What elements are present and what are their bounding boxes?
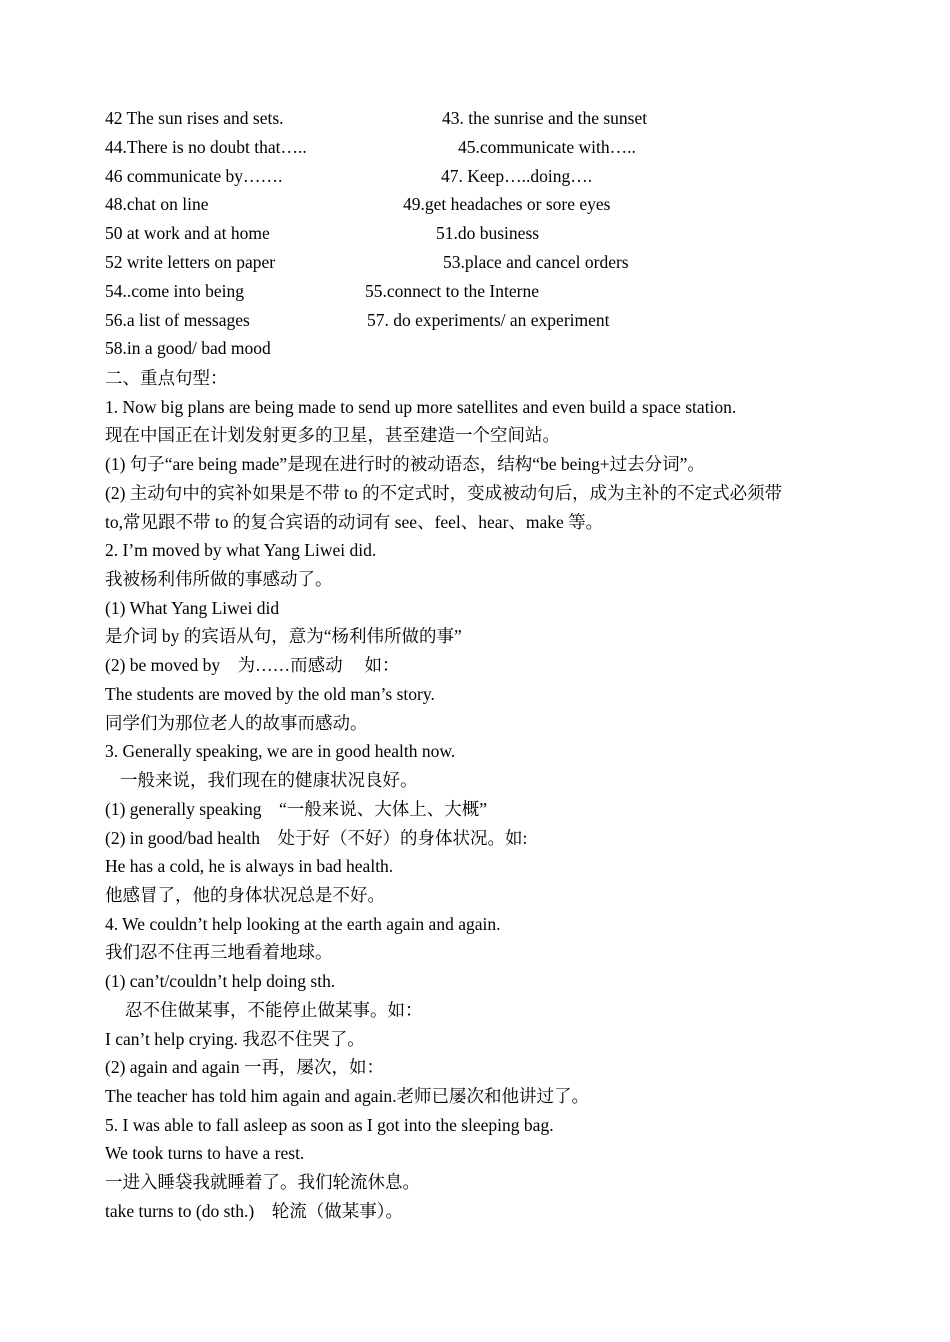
phrase-item: 56.a list of messages	[105, 309, 250, 330]
sentence-note: 忍不住做某事，不能停止做某事。如：	[125, 999, 423, 1020]
sentence-note: 是介词 by 的宾语从句，意为“杨利伟所做的事”	[105, 626, 462, 647]
sentence-section	[105, 364, 850, 1226]
phrase-row	[0, 133, 950, 162]
phrase-item: 51.do business	[436, 223, 540, 244]
example-chinese: 他感冒了，他的身体状况总是不好。	[105, 884, 385, 905]
phrase-item: 55.connect to the Interne	[365, 280, 539, 301]
sentence-chinese: 一进入睡袋我就睡着了。我们轮流休息。	[105, 1172, 420, 1193]
section-title: 二、重点句型：	[105, 368, 228, 388]
sentence-english: 3. Generally speaking, we are in good health now.	[105, 741, 456, 762]
example-sentence: The teacher has told him again and again.老师已屡次和他讲过了。	[105, 1085, 590, 1106]
sentence-note: (2) be moved by 为……而感动 如：	[105, 655, 400, 676]
phrase-item: 53.place and cancel orders	[443, 251, 629, 272]
phrase-item: 46 communicate by…….	[105, 165, 283, 186]
phrase-row	[0, 306, 950, 335]
phrase-item: 49.get headaches or sore eyes	[403, 194, 611, 215]
phrase-list	[0, 104, 950, 363]
example-chinese: 同学们为那位老人的故事而感动。	[105, 712, 368, 733]
sentence-note: (1) What Yang Liwei did	[105, 597, 280, 618]
phrase-item: 47. Keep…..doing….	[441, 165, 593, 186]
sentence-note: (1) 句子“are being made”是现在进行时的被动语态，结构“be being+过去分词”。	[105, 454, 705, 475]
sentence-chinese: 我被杨利伟所做的事感动了。	[105, 569, 333, 590]
sentence-english: We took turns to have a rest.	[105, 1143, 305, 1164]
phrase-item: 48.chat on line	[105, 194, 209, 215]
sentence-note: (2) again and again 一再，屡次，如：	[105, 1057, 384, 1078]
sentence-note: to,常见跟不带 to 的复合宾语的动词有 see、feel、hear、make 等。	[105, 511, 604, 532]
example-sentence: I can’t help crying. 我忍不住哭了。	[105, 1028, 365, 1049]
sentence-english: 2. I’m moved by what Yang Liwei did.	[105, 540, 377, 561]
example-english: The students are moved by the old man’s story.	[105, 683, 435, 704]
phrase-item: 44.There is no doubt that…..	[105, 136, 307, 157]
phrase-item: 58.in a good/ bad mood	[105, 338, 271, 359]
example-english: He has a cold, he is always in bad health.	[105, 856, 394, 877]
sentence-note: take turns to (do sth.) 轮流（做某事）。	[105, 1200, 403, 1221]
phrase-row	[0, 162, 950, 191]
phrase-row	[0, 190, 950, 219]
sentence-english: 4. We couldn’t help looking at the earth again and again.	[105, 913, 501, 934]
phrase-row	[0, 277, 950, 306]
phrase-item: 45.communicate with…..	[458, 136, 636, 157]
phrase-row	[0, 104, 950, 133]
phrase-item: 57. do experiments/ an experiment	[367, 309, 610, 330]
phrase-item: 54..come into being	[105, 280, 245, 301]
sentence-note: (2) in good/bad health 处于好（不好）的身体状况。如:	[105, 827, 528, 848]
sentence-chinese: 现在中国正在计划发射更多的卫星，甚至建造一个空间站。	[105, 425, 560, 446]
sentence-chinese: 我们忍不住再三地看着地球。	[105, 942, 333, 963]
sentence-english: 5. I was able to fall asleep as soon as I got into the sleeping bag.	[105, 1114, 554, 1135]
sentence-note: (1) generally speaking “一般来说、大体上、大概”	[105, 798, 487, 819]
sentence-chinese: 一般来说，我们现在的健康状况良好。	[120, 770, 418, 791]
sentence-english: 1. Now big plans are being made to send up more satellites and even build a space station.	[105, 396, 737, 417]
phrase-item: 52 write letters on paper	[105, 251, 276, 272]
phrase-item: 43. the sunrise and the sunset	[442, 108, 648, 128]
phrase-item: 50 at work and at home	[105, 223, 270, 244]
phrase-row	[0, 219, 950, 248]
sentence-note: (1) can’t/couldn’t help doing sth.	[105, 971, 336, 992]
sentence-note: (2) 主动句中的宾补如果是不带 to 的不定式时，变成被动句后，成为主补的不定式必须带	[105, 482, 783, 503]
phrase-item: 42 The sun rises and sets.	[105, 108, 284, 128]
phrase-row	[0, 334, 950, 363]
phrase-row	[0, 248, 950, 277]
